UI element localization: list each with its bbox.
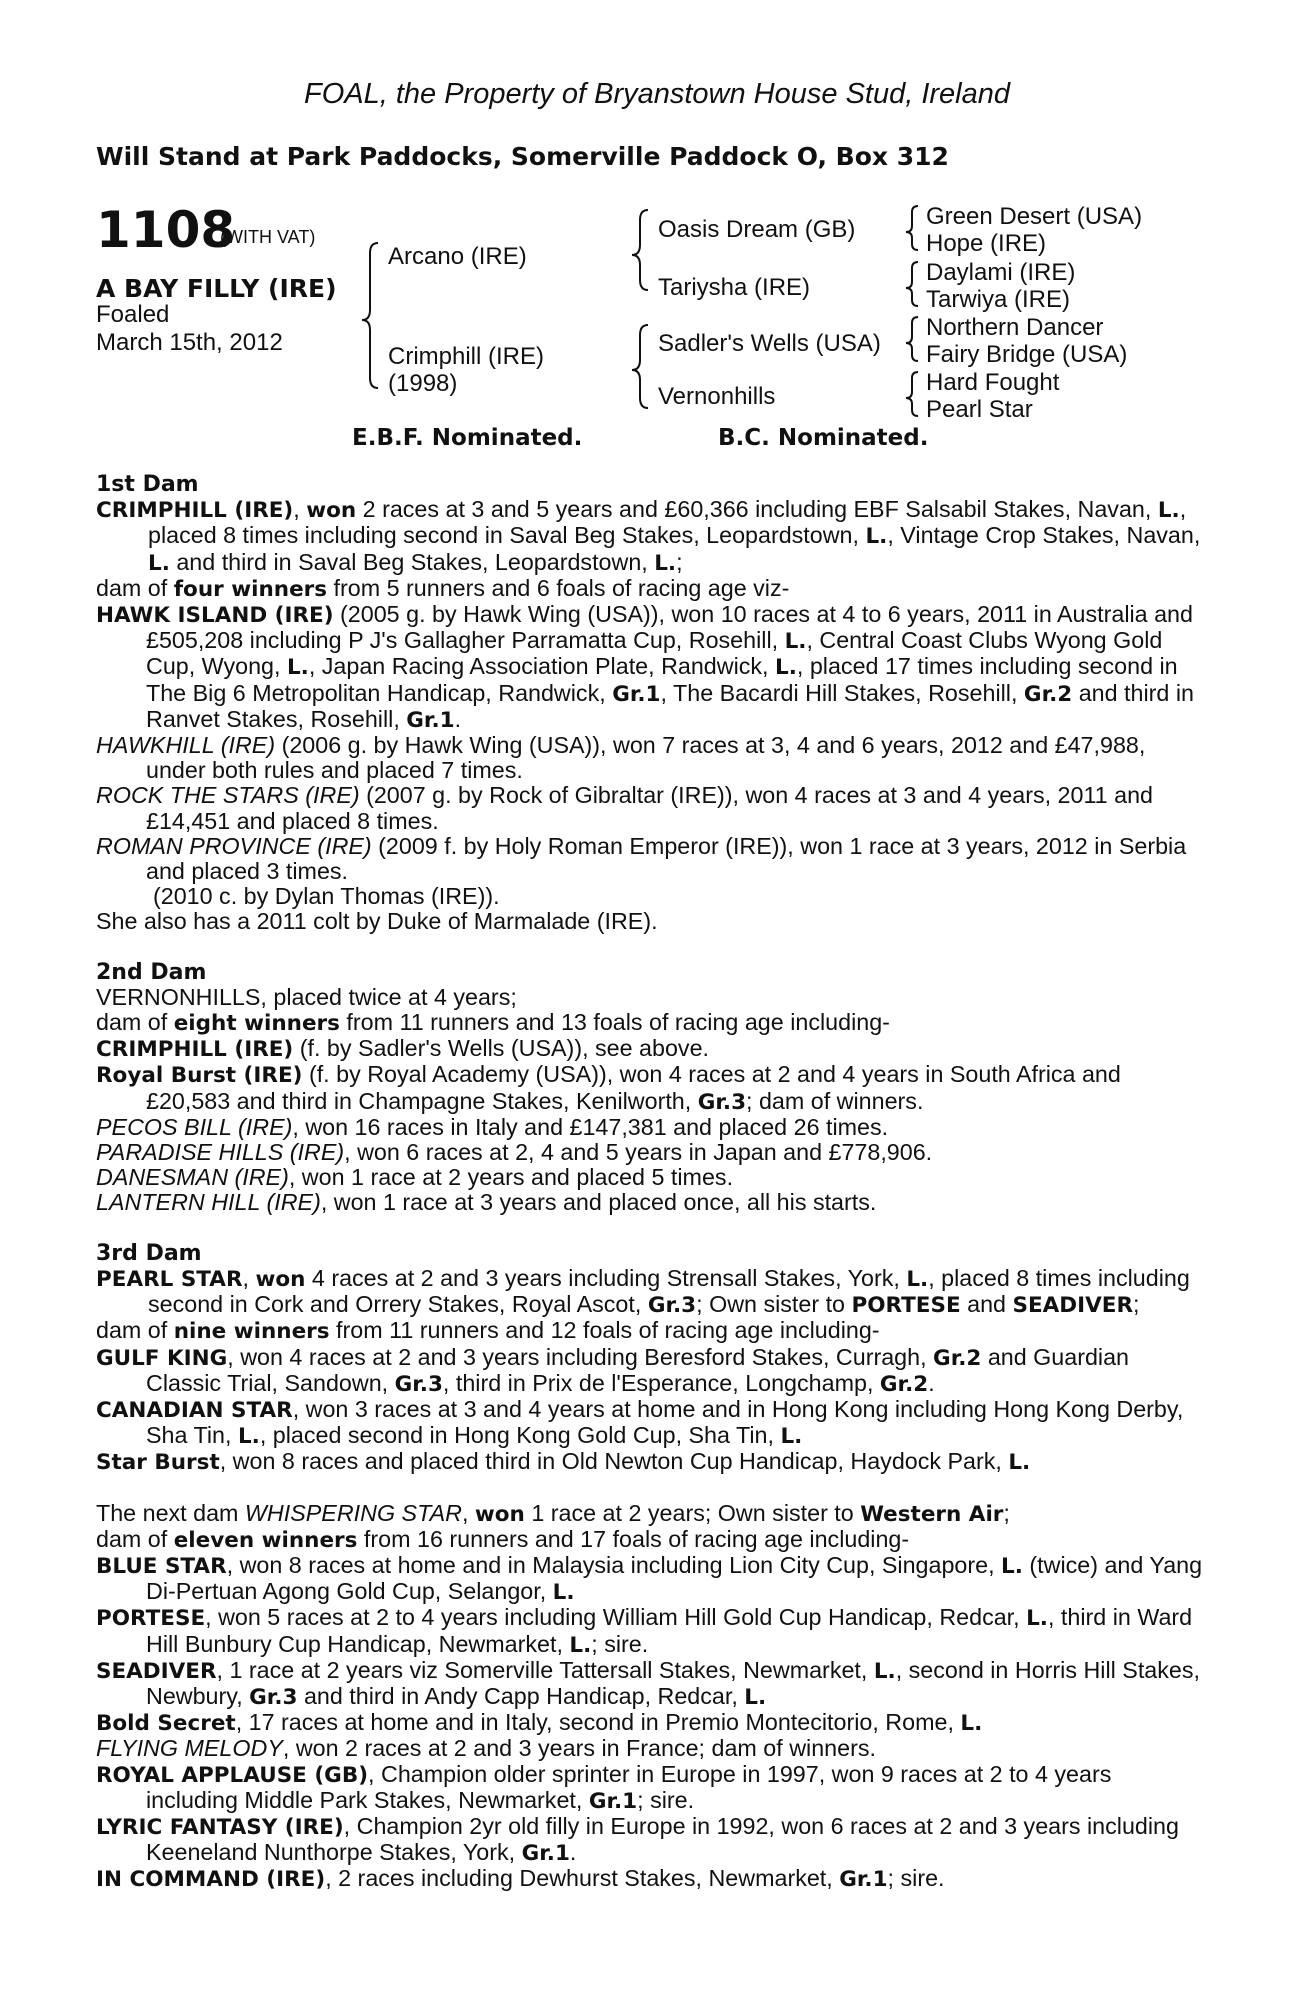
brace-sire [632,210,648,290]
dam-sire: Sadler's Wells (USA) [658,330,881,357]
brace-dam [632,325,648,408]
sire: Arcano (IRE) [388,243,527,270]
catalogue-body [96,472,1206,1893]
sire-sire: Oasis Dream (GB) [658,216,856,243]
grandsire-5: Northern Dancer [926,314,1104,341]
brace-g78 [906,372,918,416]
produce-lantern-hill: LANTERN HILL (IRE), won 1 race at 3 years and placed once, all his starts. [96,1189,877,1216]
grandsire-1: Green Desert (USA) [926,203,1143,230]
sire-dam: Tariysha (IRE) [658,274,811,301]
produce-seadiver: SEADIVER, 1 race at 2 years viz Somerville Tattersall Stakes, Newmarket, L., second in Horris Hill Stakes, Newbury, Gr.3 and third in Andy Capp Handicap, Redcar, L. [96,1656,1200,1710]
foaled-date: March 15th, 2012 [96,329,283,356]
produce-roman-province: ROMAN PROVINCE (IRE) (2009 f. by Holy Roman Emperor (IRE)), won 1 race at 3 years, 2012 in Serbia and placed 3 times. [96,832,1187,885]
produce-royal-burst: Royal Burst (IRE) (f. by Royal Academy (USA)), won 4 races at 2 and 4 years in South Africa and £20,583 and third in Champagne Stakes, Kenilworth, Gr.3; dam of winners. [96,1061,1121,1115]
ebf-nominated: E.B.F. Nominated. [352,425,583,451]
grandsire-3: Daylami (IRE) [926,259,1076,286]
produce-2011-colt: She also has a 2011 colt by Duke of Marmalade (IRE). [96,908,658,935]
brace-g56 [906,317,918,361]
produce-paradise-hills: PARADISE HILLS (IRE), won 6 races at 2, 4 and 5 years in Japan and £778,906. [96,1139,933,1166]
produce-royal-applause: ROYAL APPLAUSE (GB), Champion older sprinter in Europe in 1997, won 9 races at 2 to 4 years including Middle Park Stakes, Newmarket, Gr.1; sire. [96,1760,1112,1814]
brace-g12 [906,206,918,250]
produce-crimphill: CRIMPHILL (IRE) (f. by Sadler's Wells (USA)), see above. [96,1035,710,1063]
first-dam-entry: CRIMPHILL (IRE), won 2 races at 3 and 5 years and £60,366 including EBF Salsabil Stakes, Navan, L., placed 8 times including second in Saval Beg Stakes, Leopardstown, L., Vintage Crop Stakes, Navan, L. and third in Saval Beg Stakes, Leopardstown, L.; [96,496,1201,576]
dam-year: (1998) [388,370,458,397]
granddam-4: Tarwiya (IRE) [926,286,1071,313]
brace-g34 [906,262,918,306]
granddam-6: Fairy Bridge (USA) [926,341,1128,368]
granddam-8: Pearl Star [926,396,1033,423]
produce-gulf-king: GULF KING, won 4 races at 2 and 3 years including Beresford Stakes, Curragh, Gr.2 and Guardian Classic Trial, Sandown, Gr.3, third in Prix de l'Esperance, Longchamp, Gr.2. [96,1343,1130,1397]
third-dam-entry: PEARL STAR, won 4 races at 2 and 3 years including Strensall Stakes, York, L., placed 8 times including second in Cork and Orrery Stakes, Royal Ascot, Gr.3; Own sister to PORTESE and SEADIVER; [96,1264,1190,1319]
produce-in-command: IN COMMAND (IRE), 2 races including Dewhurst Stakes, Newmarket, Gr.1; sire. [96,1865,945,1893]
lot-number: 1108 [96,201,236,259]
produce-2010-colt: (2010 c. by Dylan Thomas (IRE)). [153,883,500,910]
produce-rock-the-stars: ROCK THE STARS (IRE) (2007 g. by Rock of Gibraltar (IRE)), won 4 races at 3 and 4 years, 2011 and £14,451 and placed 8 times. [96,782,1153,834]
stable-location: Will Stand at Park Paddocks, Somerville Paddock O, Box 312 [96,142,949,171]
page-title: FOAL, the Property of Bryanstown House Stud, Ireland [303,78,1011,110]
produce-pecos-bill: PECOS BILL (IRE), won 16 races in Italy and £147,381 and placed 26 times. [96,1113,889,1140]
first-dam-heading: 1st Dam [96,472,199,497]
produce-star-burst: Star Burst, won 8 races and placed third in Old Newton Cup Handicap, Haydock Park, L. [96,1448,1031,1476]
produce-hawk-island: HAWK ISLAND (IRE) (2005 g. by Hawk Wing (USA)), won 10 races at 4 to 6 years, 2011 in Australia and £505,208 including P J's Gallagher Parramatta Cup, Rosehill, L., Central Coast Clubs Wyong Gold Cup, Wyong, L., Japan Racing Association Plate, Randwick, L., placed 17 times including second in The Big 6 Metropolitan Handicap, Randwick, Gr.1, The Bacardi Hill Stakes, Rosehill, Gr.2 and third in Ranvet Stakes, Rosehill, Gr.1. [96,601,1194,733]
produce-canadian-star: CANADIAN STAR, won 3 races at 3 and 4 years at home and in Hong Kong including Hong Kong Derby, Sha Tin, L., placed second in Hong Kong Gold Cup, Sha Tin, L. [96,1395,1184,1450]
lot-name: A BAY FILLY (IRE) [96,274,337,303]
produce-danesman: DANESMAN (IRE), won 1 race at 2 years and placed 5 times. [96,1164,734,1191]
produce-hawkhill: HAWKHILL (IRE) (2006 g. by Hawk Wing (USA)), won 7 races at 3, 4 and 6 years, 2012 and £47,988, under both rules and placed 7 times. [96,732,1146,784]
produce-portese: PORTESE, won 5 races at 2 to 4 years including William Hill Gold Cup Handicap, Redcar, L., third in Ward Hill Bunbury Cup Handicap, Newmarket, L.; sire. [96,1604,1193,1658]
brace-main [362,243,378,388]
fourth-dam-produce-summary: dam of eleven winners from 16 runners and 17 foals of racing age including- [96,1525,910,1553]
foaled-label: Foaled [96,301,170,328]
grandsire-7: Hard Fought [926,369,1060,396]
first-dam-produce-summary: dam of four winners from 5 runners and 6 foals of racing age viz- [96,574,790,602]
produce-bold-secret: Bold Secret, 17 races at home and in Italy, second in Premio Montecitorio, Rome, L. [96,1709,983,1737]
third-dam-produce-summary: dam of nine winners from 11 runners and 12 foals of racing age including- [96,1317,880,1345]
dam-dam: Vernonhills [658,383,776,410]
produce-lyric-fantasy: LYRIC FANTASY (IRE), Champion 2yr old filly in Europe in 1992, won 6 races at 2 and 3 years including Keeneland Nunthorpe Stakes, York, Gr.1. [96,1812,1179,1867]
dam: Crimphill (IRE) [388,343,544,370]
granddam-2: Hope (IRE) [926,230,1047,257]
bc-nominated: B.C. Nominated. [718,425,929,451]
third-dam-heading: 3rd Dam [96,1240,202,1266]
second-dam-heading: 2nd Dam [96,959,207,985]
fourth-dam-entry: The next dam WHISPERING STAR, won 1 race at 2 years; Own sister to Western Air; [96,1499,1010,1527]
vat-label: (WITH VAT) [220,227,316,247]
second-dam-produce-summary: dam of eight winners from 11 runners and 13 foals of racing age including- [96,1009,890,1037]
second-dam-entry: VERNONHILLS, placed twice at 4 years; [96,983,517,1010]
produce-blue-star: BLUE STAR, won 8 races at home and in Malaysia including Lion City Cup, Singapore, L. (twice) and Yang Di-Pertuan Agong Gold Cup, Selangor, L. [96,1551,1203,1606]
produce-flying-melody: FLYING MELODY, won 2 races at 2 and 3 years in France; dam of winners. [96,1735,876,1762]
